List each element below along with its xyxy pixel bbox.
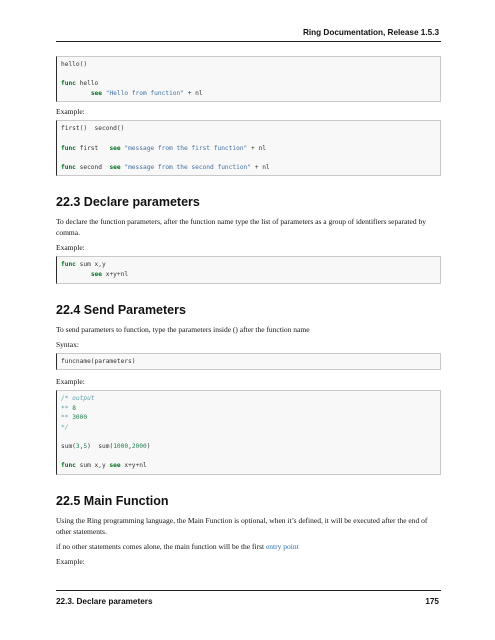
code-text: x+y+nl <box>102 270 129 278</box>
code-number: 2000 <box>131 443 147 451</box>
section-heading-declare-parameters: 22.3 Declare parameters <box>56 195 200 210</box>
code-comment: ** <box>61 404 73 412</box>
code-text: sum x,y <box>75 261 106 269</box>
header-rule <box>56 41 441 42</box>
code-block-two-functions <box>56 120 441 176</box>
code-text: hello <box>75 80 99 88</box>
code-keyword: see <box>90 270 102 278</box>
paragraph-text: if no other statements comes alone, the main function will be the first <box>56 541 266 551</box>
code-text: sum( <box>61 443 76 451</box>
code-string: "Hello from function" <box>105 89 184 97</box>
code-text: x+y+nl <box>120 462 147 470</box>
paragraph: Using the Ring programming language, the Main Function is optional, when it’s defined, it will be executed after the end of other statements. <box>56 515 428 536</box>
code-keyword: func <box>61 462 76 470</box>
code-comment: /* output <box>61 395 95 403</box>
code-keyword: func <box>61 80 76 88</box>
code-string: "message from the second function" <box>120 163 252 171</box>
code-line: first() second() <box>61 125 125 133</box>
code-keyword: see <box>109 462 121 470</box>
code-text: sum x,y <box>75 462 110 470</box>
example-label: Example: <box>56 377 85 387</box>
example-label: Example: <box>56 243 85 253</box>
code-text: , <box>128 443 132 451</box>
code-number: 8 <box>72 404 76 412</box>
page-number: 175 <box>425 597 439 606</box>
code-text: + nl <box>183 89 203 97</box>
running-header: Ring Documentation, Release 1.5.3 <box>302 28 439 37</box>
paragraph <box>56 541 441 552</box>
code-indent <box>61 271 91 278</box>
code-block-hello <box>56 56 441 102</box>
footer-section-title: 22.3. Declare parameters <box>56 597 153 606</box>
code-block-sum-declare <box>56 256 441 283</box>
code-keyword: func <box>61 163 76 171</box>
paragraph: To declare the function parameters, after the function name type the list of parameters as a group of identifiers separated by comma. <box>56 217 426 238</box>
code-number: 3 <box>75 443 80 451</box>
code-text: + nl <box>251 163 270 171</box>
code-keyword: func <box>61 261 76 269</box>
code-indent <box>61 90 91 97</box>
code-comment: ** <box>61 414 73 422</box>
code-line: hello() <box>61 61 88 68</box>
code-keyword: func <box>61 144 76 152</box>
code-text: ) <box>146 443 151 451</box>
example-label: Example: <box>56 107 85 117</box>
syntax-label: Syntax: <box>56 339 79 349</box>
code-keyword: see <box>90 89 102 97</box>
section-heading-send-parameters: 22.4 Send Parameters <box>56 302 186 317</box>
code-block-sum-call <box>56 390 441 475</box>
code-block-syntax <box>56 353 441 371</box>
example-label: Example: <box>56 556 85 566</box>
code-number: 5 <box>83 443 88 451</box>
code-text: first <box>75 144 110 152</box>
entry-point-link[interactable]: entry point <box>265 541 299 551</box>
code-keyword: see <box>109 144 121 152</box>
footer-rule <box>56 590 441 591</box>
section-heading-main-function: 22.5 Main Function <box>56 493 169 508</box>
code-string: "message from the first function" <box>120 144 248 152</box>
paragraph: To send parameters to function, type the parameters inside () after the function name <box>56 324 310 334</box>
code-number: 3000 <box>72 414 88 422</box>
page-content <box>56 56 441 570</box>
code-text: ) sum( <box>87 443 114 451</box>
code-number: 1000 <box>113 443 129 451</box>
code-text: , <box>79 443 84 451</box>
code-comment: */ <box>61 423 69 431</box>
code-text: second <box>75 163 110 171</box>
code-keyword: see <box>109 163 121 171</box>
code-line: funcname(parameters) <box>61 357 136 365</box>
code-text: + nl <box>247 144 266 152</box>
